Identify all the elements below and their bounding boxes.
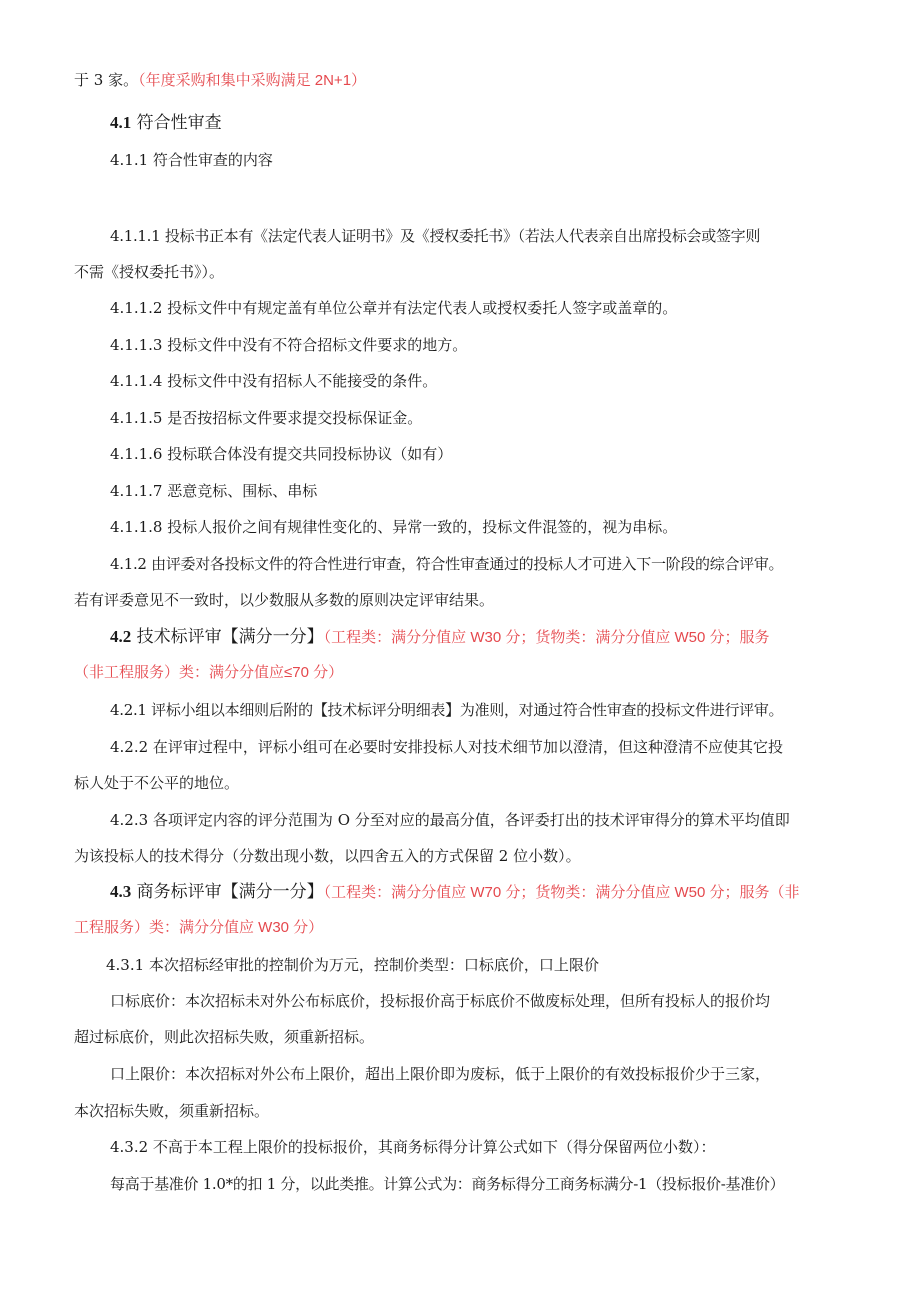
heading-4-1 <box>110 113 222 133</box>
item-4-1-2-line2: 若有评委意见不一致时，以少数服从多数的原则决定评审结果。 <box>74 591 495 609</box>
subheading-4-1-1: 4.1.1 符合性审查的内容 <box>110 151 273 169</box>
item-4-2-1: 4.2.1 评标小组以本细则后附的【技术标评分明细表】为准则，对通过符合性审查的投标文件进行评审。 <box>110 701 784 719</box>
cap-price-line1: 口上限价：本次招标对外公布上限价，超出上限价即为废标，低于上限价的有效投标报价少于三家， <box>110 1065 771 1083</box>
item-4-3-1: 4.3.1 本次招标经审批的控制价为万元，控制价类型：口标底价，口上限价 <box>106 956 599 974</box>
base-price-line2: 超过标底价，则此次招标失败，须重新招标。 <box>74 1028 375 1046</box>
item-4-2-3-line2: 为该投标人的技术得分（分数出现小数，以四舍五入的方式保留 2 位小数）。 <box>74 847 581 865</box>
heading-text: 技术标评审【满分一分】 <box>131 627 324 647</box>
item-4-2-2-line2: 标人处于不公平的地位。 <box>74 774 240 792</box>
item-4-1-1-2: 4.1.1.2 投标文件中有规定盖有单位公章并有法定代表人或授权委托人签字或盖章的。 <box>110 299 678 317</box>
item-4-1-1-1-line1: 4.1.1.1 投标书正本有《法定代表人证明书》及《授权委托书》（若法人代表亲自出席投标会或签字则 <box>110 227 761 245</box>
item-4-1-1-7: 4.1.1.7 恶意竞标、围标、串标 <box>110 482 318 500</box>
item-4-2-3-line1: 4.2.3 各项评定内容的评分范围为 O 分至对应的最高分值，各评委打出的技术评审得分的算术平均值即 <box>110 811 790 829</box>
red-note: （工程类：满分分值应 W30 分；货物类：满分分值应 W50 分；服务 <box>323 629 770 646</box>
item-4-1-1-5: 4.1.1.5 是否按招标文件要求提交投标保证金。 <box>110 409 423 427</box>
cap-price-line2: 本次招标失败，须重新招标。 <box>74 1102 270 1120</box>
continuation-line <box>74 70 366 91</box>
item-4-1-1-8: 4.1.1.8 投标人报价之间有规律性变化的、异常一致的，投标文件混签的，视为串标。 <box>110 518 678 536</box>
heading-number: 4.3 <box>110 882 132 901</box>
item-4-3-2: 4.3.2 不高于本工程上限价的投标报价，其商务标得分计算公式如下（得分保留两位小数）： <box>110 1138 716 1156</box>
heading-text: 符合性审查 <box>131 113 222 133</box>
red-note: （工程类：满分分值应 W70 分；货物类：满分分值应 W50 分；服务（非 <box>323 884 800 901</box>
heading-number: 4.2 <box>110 627 132 646</box>
item-4-1-2-line1: 4.1.2 由评委对各投标文件的符合性进行审查，符合性审查通过的投标人才可进入下一阶段的综合评审。 <box>110 555 784 573</box>
item-4-1-1-6: 4.1.1.6 投标联合体没有提交共同投标协议（如有） <box>110 445 453 463</box>
item-4-2-2-line1: 4.2.2 在评审过程中，评标小组可在必要时安排投标人对技术细节加以澄清，但这种澄清不应使其它投 <box>110 738 783 756</box>
red-note: （年度采购和集中采购满足 2N+1） <box>138 72 367 89</box>
heading-number: 4.1 <box>110 113 132 132</box>
item-4-1-1-4: 4.1.1.4 投标文件中没有招标人不能接受的条件。 <box>110 372 438 390</box>
heading-4-2-red-cont: （非工程服务）类：满分分值应≤70 分） <box>74 664 344 681</box>
heading-4-3 <box>110 882 800 903</box>
formula-line: 每高于基准价 1.0*的扣 1 分，以此类推。计算公式为：商务标得分工商务标满分-1（投标报价-基准价） <box>110 1175 785 1193</box>
heading-4-3-red-cont: 工程服务）类：满分分值应 W30 分） <box>74 919 324 936</box>
heading-text: 商务标评审【满分一分】 <box>131 882 324 902</box>
heading-4-2 <box>110 627 770 648</box>
item-4-1-1-3: 4.1.1.3 投标文件中没有不符合招标文件要求的地方。 <box>110 336 468 354</box>
text: 于 3 家。 <box>74 71 139 89</box>
item-4-1-1-1-line2: 不需《授权委托书》）。 <box>74 263 225 281</box>
base-price-line1: 口标底价：本次招标未对外公布标底价，投标报价高于标底价不做废标处理，但所有投标人的报价均 <box>110 992 771 1010</box>
